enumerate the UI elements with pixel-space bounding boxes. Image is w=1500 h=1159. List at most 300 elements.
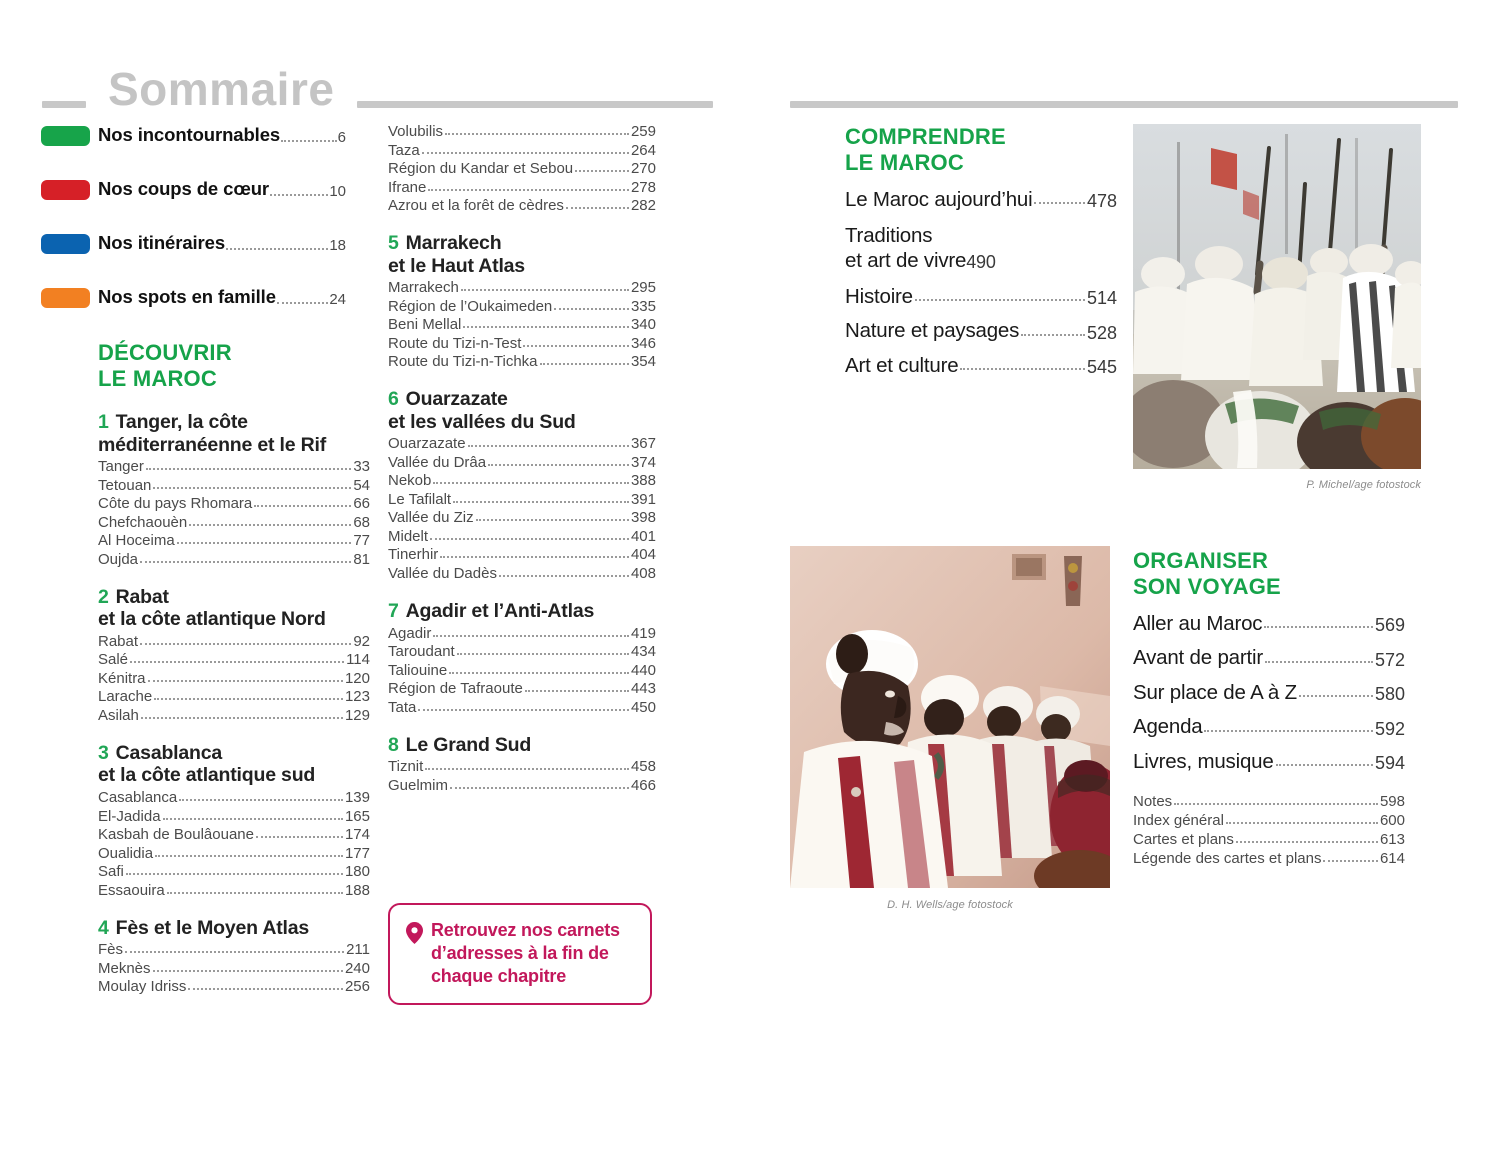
leader-dots <box>433 482 629 484</box>
entry-label: Asilah <box>98 706 139 724</box>
gnaoua-musicians-photo <box>790 546 1110 888</box>
leader-dots <box>226 248 328 250</box>
toc-entry[interactable] <box>98 515 370 530</box>
header-rule-right <box>790 101 1458 108</box>
leader-dots <box>256 836 343 838</box>
toc-entry[interactable] <box>1133 717 1405 738</box>
entry-page: 388 <box>630 472 656 490</box>
leader-dots <box>960 368 1085 370</box>
toc-entry[interactable] <box>388 198 656 213</box>
leader-dots <box>1323 860 1378 862</box>
leader-dots <box>1264 626 1373 628</box>
section-heading-comprendre <box>845 124 1117 176</box>
highlight-label: Nos spots en famille <box>98 286 276 307</box>
entry-page: 123 <box>344 688 370 706</box>
toc-entry[interactable] <box>98 790 370 805</box>
chapter-title-line1: Rabat <box>115 585 169 608</box>
leader-dots <box>188 988 343 990</box>
entry-label: Taliouine <box>388 661 448 679</box>
entry-label: Avant de partir <box>1133 646 1263 670</box>
toc-entry[interactable] <box>388 759 656 774</box>
toc-entry[interactable] <box>98 459 370 474</box>
toc-entry[interactable] <box>1133 749 1405 774</box>
toc-entry[interactable] <box>388 492 656 507</box>
chapter-title-line2: et la côte atlantique Nord <box>98 608 326 631</box>
chapter-number: 4 <box>98 916 109 939</box>
chapter-entries <box>98 790 370 898</box>
entry-label: Volubilis <box>388 123 444 140</box>
toc-entry[interactable] <box>98 496 370 511</box>
leader-dots <box>1299 695 1373 697</box>
entry-page: 490 <box>966 251 996 272</box>
entry-page: 120 <box>344 669 370 687</box>
entry-label: Cartes et plans <box>1133 831 1234 849</box>
leader-dots <box>461 289 629 291</box>
chapter-block <box>98 411 370 567</box>
entry-label: Vallée du Drâa <box>388 453 487 471</box>
entry-label: Légende des cartes et plans <box>1133 850 1322 868</box>
leader-dots <box>476 519 629 521</box>
leader-dots <box>179 799 343 801</box>
chapter-entries <box>98 942 370 994</box>
leader-dots <box>140 643 351 645</box>
toc-entry[interactable] <box>388 681 656 696</box>
entry-label: Tetouan <box>98 476 152 494</box>
chapter-title <box>98 742 370 787</box>
green-pill-icon <box>41 126 90 146</box>
toc-entry[interactable] <box>388 436 656 451</box>
entry-label: Al Hoceima <box>98 532 175 550</box>
leader-dots <box>153 487 351 489</box>
toc-entry[interactable] <box>388 180 656 195</box>
entry-page: 580 <box>1374 684 1405 705</box>
entry-page: 391 <box>630 490 656 508</box>
chapter-title-line2: et les vallées du Sud <box>388 410 576 433</box>
chapter-block <box>98 917 370 995</box>
comprendre-le-maroc-block <box>845 124 1117 390</box>
entry-label: Kénitra <box>98 669 146 687</box>
entry-label: Fès <box>98 941 124 959</box>
entry-page: 92 <box>353 632 370 650</box>
entry-page: 408 <box>630 564 656 582</box>
entry-label: Art et culture <box>845 353 959 377</box>
highlight-page: 18 <box>329 237 346 254</box>
leader-dots <box>140 561 351 563</box>
chapter-entries <box>388 280 656 369</box>
chapter-title-line2: et le Haut Atlas <box>388 254 525 277</box>
leader-dots <box>428 189 629 191</box>
highlight-page: 10 <box>329 183 346 200</box>
chapter-entries <box>388 759 656 793</box>
chapter-title <box>98 586 370 631</box>
entry-label: Agadir <box>388 624 432 642</box>
leader-dots <box>450 787 629 789</box>
chapter-title <box>388 734 656 757</box>
entry-page: 404 <box>630 546 656 564</box>
page-header <box>0 36 1500 115</box>
entry-page: 68 <box>353 513 370 531</box>
chapter-title-line1: Ouarzazate <box>405 388 508 411</box>
entry-label: Livres, musique <box>1133 749 1274 773</box>
chapter-block <box>388 232 656 369</box>
chapter-title-line2: et la côte atlantique sud <box>98 764 316 787</box>
entry-page: 545 <box>1086 357 1117 378</box>
entry-page: 188 <box>344 881 370 899</box>
entry-page: 259 <box>630 123 656 140</box>
entry-label: Kasbah de Boulâouane <box>98 826 254 844</box>
section-heading-line1: ORGANISER <box>1133 548 1269 573</box>
entry-page: 443 <box>630 680 656 698</box>
entry-page: 180 <box>344 863 370 881</box>
leader-dots <box>445 133 629 135</box>
highlight-item[interactable] <box>98 286 370 308</box>
leader-dots <box>1265 661 1373 663</box>
entry-label: Tinerhir <box>388 546 439 564</box>
toc-entry[interactable] <box>388 143 656 158</box>
callout-line-3: chaque chapitre <box>431 966 567 987</box>
section-heading-line2: LE MAROC <box>845 149 964 175</box>
entry-label: Midelt <box>388 527 429 545</box>
entry-page: 177 <box>344 844 370 862</box>
entry-label: Marrakech <box>388 279 459 297</box>
entry-page: 592 <box>1374 718 1405 739</box>
toc-column-2 <box>388 124 656 796</box>
chapter-number: 6 <box>388 388 399 411</box>
entry-label: Guelmim <box>388 776 449 794</box>
toc-entry[interactable] <box>98 827 370 842</box>
toc-entry[interactable] <box>98 634 370 649</box>
entry-page: 174 <box>344 826 370 844</box>
entry-label: Route du Tizi-n-Test <box>388 334 522 352</box>
toc-entry[interactable] <box>388 124 656 139</box>
entry-label: Essaouira <box>98 881 165 899</box>
entry-page: 335 <box>630 297 656 315</box>
entry-page: 600 <box>1379 812 1405 830</box>
entry-label: Histoire <box>845 284 913 308</box>
header-rule-left <box>357 101 713 108</box>
entry-label: Nature et paysages <box>845 319 1020 343</box>
entry-page: 54 <box>353 476 370 494</box>
entry-page: 466 <box>630 776 656 794</box>
toc-entry[interactable] <box>388 529 656 544</box>
leader-dots <box>177 542 352 544</box>
entry-page: 450 <box>630 698 656 716</box>
section-heading-line1: COMPRENDRE <box>845 124 1006 149</box>
leader-dots <box>422 152 629 154</box>
leader-dots <box>254 505 351 507</box>
toc-entry[interactable] <box>388 317 656 332</box>
chapter-entries <box>388 436 656 581</box>
chapter-block <box>388 734 656 793</box>
organiser-son-voyage-block <box>1133 548 1405 870</box>
chapter-title-line1: Agadir et l’Anti-Atlas <box>405 599 595 622</box>
toc-entry[interactable] <box>98 846 370 861</box>
toc-column-1 <box>98 124 370 998</box>
toc-entry[interactable] <box>845 224 1117 272</box>
entry-label: Nekob <box>388 472 432 490</box>
entry-page: 367 <box>630 435 656 453</box>
toc-entry[interactable] <box>388 547 656 562</box>
toc-entry[interactable] <box>1133 813 1405 828</box>
entry-page: 295 <box>630 279 656 297</box>
toc-entry[interactable] <box>1133 832 1405 847</box>
section-heading-decouvrir <box>98 340 370 392</box>
leader-dots <box>453 501 629 503</box>
red-pill-icon <box>41 180 90 200</box>
leader-dots <box>155 855 343 857</box>
leader-dots <box>525 690 629 692</box>
entry-label: Notes <box>1133 793 1173 811</box>
leader-dots <box>440 556 629 558</box>
toc-entry[interactable] <box>388 700 656 715</box>
entry-label: Oujda <box>98 550 139 568</box>
toc-entry[interactable] <box>388 473 656 488</box>
entry-page: 211 <box>346 941 370 959</box>
chapter-block <box>388 600 656 715</box>
leader-dots <box>449 672 629 674</box>
toc-entry[interactable] <box>98 552 370 567</box>
entry-page: 514 <box>1086 288 1117 309</box>
chapter-number: 7 <box>388 599 399 622</box>
entry-page: 282 <box>630 197 656 214</box>
leader-dots <box>575 170 629 172</box>
entry-label: Beni Mellal <box>388 316 462 334</box>
chapter-title <box>98 411 370 456</box>
toc-entry[interactable] <box>388 455 656 470</box>
entry-page: 129 <box>344 706 370 724</box>
entry-label: Moulay Idriss <box>98 978 187 996</box>
entry-label: Tanger <box>98 458 144 476</box>
toc-entry[interactable] <box>98 652 370 667</box>
leader-dots <box>277 302 328 304</box>
entry-label: Index général <box>1133 812 1224 830</box>
entry-page: 33 <box>353 458 370 476</box>
toc-entry[interactable] <box>388 161 656 176</box>
toc-entry[interactable] <box>388 644 656 659</box>
entry-label: Ifrane <box>388 178 427 196</box>
leader-dots <box>540 363 629 365</box>
chapter-title-line1: Fès et le Moyen Atlas <box>115 916 310 939</box>
entry-label: Côte du pays Rhomara <box>98 495 253 513</box>
entry-page: 114 <box>346 651 370 669</box>
toc-entry[interactable] <box>1133 851 1405 866</box>
leader-dots <box>418 709 629 711</box>
map-pin-icon <box>406 922 423 949</box>
entry-label: Taroudant <box>388 643 455 661</box>
entry-page: 139 <box>344 789 370 807</box>
leader-dots <box>154 698 343 700</box>
toc-entry[interactable] <box>845 321 1117 342</box>
entry-label: Chefchaouèn <box>98 513 188 531</box>
leader-dots <box>270 194 328 196</box>
toc-entry[interactable] <box>388 778 656 793</box>
callout-line-1: Retrouvez nos carnets <box>431 920 620 940</box>
entry-page: 240 <box>344 959 370 977</box>
chapter-title <box>388 232 656 277</box>
entry-label: Tata <box>388 698 417 716</box>
section-heading-line2: SON VOYAGE <box>1133 573 1281 599</box>
leader-dots <box>167 892 343 894</box>
entry-label: Taza <box>388 141 420 159</box>
entry-page: 598 <box>1379 793 1405 811</box>
entry-page: 81 <box>353 550 370 568</box>
highlight-item[interactable] <box>98 178 370 200</box>
entry-label: Vallée du Ziz <box>388 509 474 527</box>
entry-label: Route du Tizi-n-Tichka <box>388 353 538 371</box>
leader-dots <box>457 653 629 655</box>
toc-entry[interactable] <box>388 566 656 581</box>
leader-dots <box>468 445 629 447</box>
chapter-title-line1: Le Grand Sud <box>405 733 532 756</box>
toc-entry[interactable] <box>98 533 370 548</box>
toc-entry[interactable] <box>388 336 656 351</box>
entry-label: et art de vivre <box>845 248 967 272</box>
toc-entry[interactable] <box>1133 794 1405 809</box>
entry-label: Rabat <box>98 632 139 650</box>
toc-entry[interactable] <box>98 979 370 994</box>
leader-dots <box>554 308 629 310</box>
leader-dots <box>1226 822 1378 824</box>
toc-entry[interactable] <box>98 809 370 824</box>
fantasia-horsemen-photo <box>1133 124 1421 469</box>
entry-page: 77 <box>353 532 370 550</box>
entry-page: 401 <box>630 527 656 545</box>
section-heading-organiser <box>1133 548 1405 600</box>
entry-label: Oualidia <box>98 844 154 862</box>
toc-entry[interactable] <box>98 864 370 879</box>
chapter-number: 5 <box>388 232 399 254</box>
entry-label: Agenda <box>1133 715 1203 739</box>
chapter-title-line2: méditerranéenne et le Rif <box>98 433 326 456</box>
toc-entry[interactable] <box>98 942 370 957</box>
entry-label: Le Tafilalt <box>388 490 452 508</box>
leader-dots <box>1021 334 1085 336</box>
carnets-adresses-callout[interactable] <box>388 903 652 1005</box>
toc-entry[interactable] <box>98 883 370 898</box>
chapter-number: 2 <box>98 585 109 608</box>
leader-dots <box>163 818 343 820</box>
toc-entry[interactable] <box>845 284 1117 309</box>
highlight-page: 24 <box>329 291 346 308</box>
entry-page: 66 <box>353 495 370 513</box>
leader-dots <box>141 717 343 719</box>
chapter-entries <box>98 459 370 567</box>
leader-dots <box>130 661 344 663</box>
entry-page: 264 <box>630 141 656 159</box>
toc-entry[interactable] <box>388 354 656 369</box>
leader-dots <box>146 468 351 470</box>
toc-entry[interactable] <box>845 353 1117 378</box>
leader-dots <box>463 326 629 328</box>
chapter-title-line1: Marrakech <box>405 232 502 254</box>
entry-label: Larache <box>98 688 153 706</box>
toc-entry[interactable] <box>845 187 1117 212</box>
leader-dots <box>126 873 343 875</box>
entry-page: 165 <box>344 807 370 825</box>
back-matter-entries <box>1133 794 1405 866</box>
leader-dots <box>488 464 629 466</box>
chapter-block <box>388 388 656 581</box>
highlight-item[interactable] <box>98 124 370 146</box>
entry-label-line1: Traditions <box>845 224 933 248</box>
toc-entry[interactable] <box>388 510 656 525</box>
callout-line-2: d’adresses à la fin de <box>431 943 609 964</box>
entry-page: 614 <box>1379 850 1405 868</box>
entry-label: Vallée du Dadès <box>388 564 497 582</box>
entry-page: 613 <box>1379 831 1405 849</box>
leader-dots <box>125 951 344 953</box>
toc-entry[interactable] <box>1133 680 1405 705</box>
leader-dots <box>433 635 629 637</box>
toc-entry[interactable] <box>98 671 370 686</box>
entry-label: El-Jadida <box>98 807 161 825</box>
highlight-label: Nos itinéraires <box>98 232 226 253</box>
entry-label: Salé <box>98 651 129 669</box>
entry-label: Safi <box>98 863 124 881</box>
entry-page: 458 <box>630 758 656 776</box>
entry-page: 572 <box>1374 649 1405 670</box>
leader-dots <box>153 970 343 972</box>
toc-entry[interactable] <box>388 663 656 678</box>
entry-page: 270 <box>630 160 656 177</box>
page-title: Sommaire <box>108 63 335 115</box>
toc-entry[interactable] <box>98 689 370 704</box>
entry-label: Région de l’Oukaimeden <box>388 297 553 315</box>
leader-dots <box>281 140 337 142</box>
leader-dots <box>1204 730 1372 732</box>
section-heading-line2: LE MAROC <box>98 365 217 391</box>
entry-label: Région du Kandar et Sebou <box>388 160 574 177</box>
toc-entry[interactable] <box>98 708 370 723</box>
chapter-number: 3 <box>98 741 109 764</box>
entry-page: 374 <box>630 453 656 471</box>
photo-credit: D. H. Wells/age fotostock <box>887 899 1013 911</box>
highlight-item[interactable] <box>98 232 370 254</box>
chapter-entries <box>388 626 656 715</box>
toc-entry[interactable] <box>388 626 656 641</box>
leader-dots <box>1034 202 1085 204</box>
leader-dots <box>189 524 351 526</box>
leader-dots <box>566 207 629 209</box>
callout-text <box>431 919 620 988</box>
toc-entry[interactable] <box>388 280 656 295</box>
chapter-title <box>98 917 370 940</box>
toc-entry[interactable] <box>1133 648 1405 669</box>
entry-page: 398 <box>630 509 656 527</box>
orange-pill-icon <box>41 288 90 308</box>
toc-entry[interactable] <box>98 961 370 976</box>
chapter-block <box>98 586 370 723</box>
entry-label: Casablanca <box>98 789 178 807</box>
toc-entry[interactable] <box>388 299 656 314</box>
entry-label: Meknès <box>98 959 151 977</box>
highlight-page: 6 <box>337 129 346 146</box>
chapter-title-line1: Casablanca <box>115 741 223 764</box>
comprendre-entries <box>845 187 1117 378</box>
entry-label: Le Maroc aujourd’hui <box>845 187 1033 211</box>
photo-credit: P. Michel/age fotostock <box>1306 479 1421 491</box>
entry-page: 354 <box>630 353 656 371</box>
leader-dots <box>499 575 629 577</box>
section-heading-line1: DÉCOUVRIR <box>98 340 232 365</box>
toc-entry[interactable] <box>98 478 370 493</box>
entry-label: Azrou et la forêt de cèdres <box>388 197 564 214</box>
leader-dots <box>523 345 629 347</box>
chapter-number: 1 <box>98 410 109 433</box>
toc-entry[interactable] <box>1133 611 1405 636</box>
leader-dots <box>425 768 629 770</box>
entry-page: 419 <box>630 624 656 642</box>
